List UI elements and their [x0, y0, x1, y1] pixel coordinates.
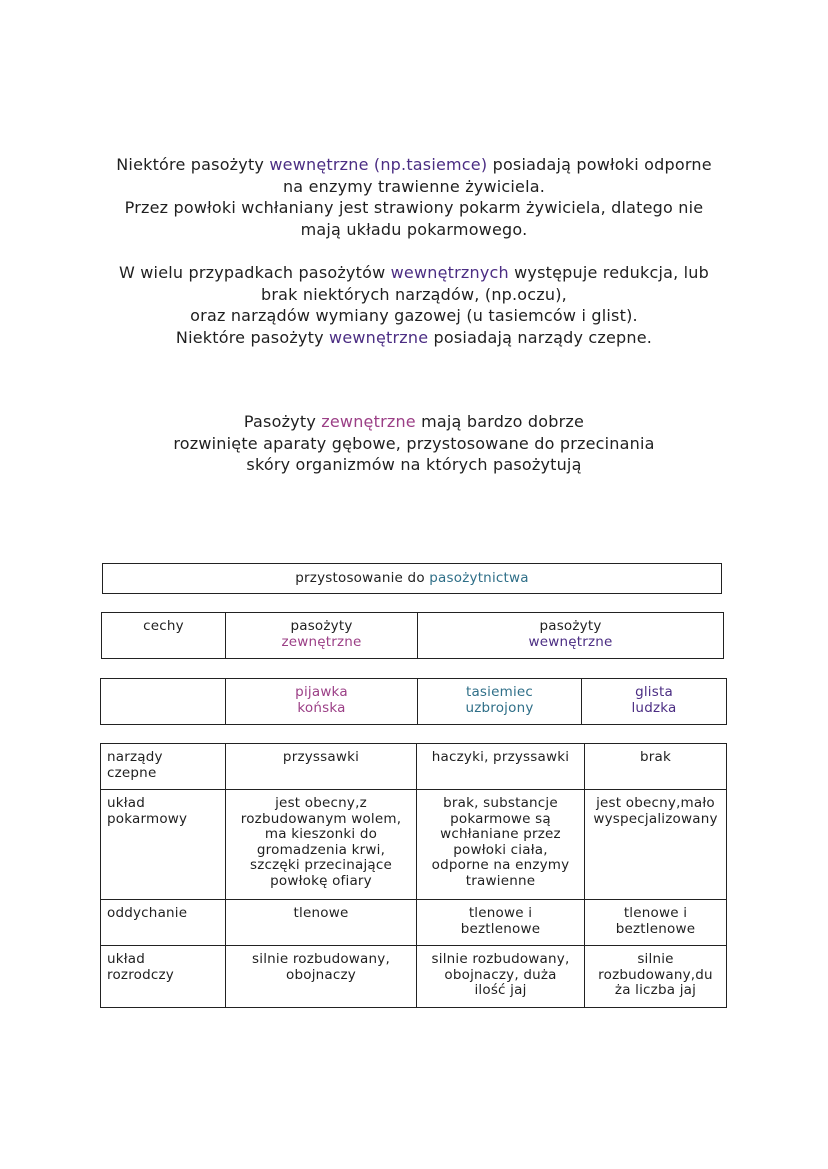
tapeworm-cell — [417, 946, 585, 1008]
paragraph-ectoparasite-mouthparts — [0, 411, 828, 476]
table-row — [101, 946, 727, 1008]
p3-line1: Pasożyty zewnętrzne mają bardzo dobrze — [243, 412, 585, 431]
cell-line: beztlenowe — [615, 920, 696, 937]
roundworm-cell — [585, 900, 727, 946]
cell-line: szczęki przecinające — [249, 857, 393, 873]
cell-line: odporne na enzymy — [431, 857, 570, 873]
cell-line: silnie rozbudowany, — [431, 951, 570, 967]
cell-line: beztlenowe — [460, 920, 541, 937]
cell-line: brak, substancje — [443, 795, 558, 811]
table-row — [101, 900, 727, 946]
cell-line: czepne — [107, 764, 157, 781]
p1-line4: mają układu pokarmowego. — [300, 219, 528, 239]
cell-line: gromadzenia krwi, — [256, 841, 386, 858]
cell-line: tlenowe — [293, 905, 349, 921]
cell-line: ilość jaj — [474, 982, 527, 998]
table-row — [101, 744, 727, 790]
p2-line2: brak niektórych narządów, (np.oczu), — [261, 284, 567, 304]
p2-line4: Niektóre pasożyty wewnętrzne posiadają narządy czepne. — [175, 327, 653, 347]
cell-line: tlenowe i — [468, 905, 533, 921]
species-cell-empty — [101, 679, 226, 725]
header-table — [101, 612, 724, 659]
cell-line: pokarmowe są — [450, 810, 551, 827]
species-table — [100, 678, 727, 725]
cell-line: rozrodczy — [107, 966, 174, 983]
cell-line: rozbudowany,du — [598, 966, 713, 983]
cell-line: obojnaczy — [286, 966, 356, 983]
p3-line2: rozwinięte aparaty gębowe, przystosowane do przecinania — [173, 433, 655, 453]
cell-line: powłokę ofiary — [270, 872, 372, 889]
cell-line: narządy — [107, 749, 163, 765]
roundworm-cell — [585, 744, 727, 790]
cell-line: haczyki, przyssawki — [431, 749, 570, 765]
p3-line3: skóry organizmów na których pasożytują — [246, 455, 582, 474]
species-cell-pork-tapeworm: tasiemiec uzbrojony — [418, 679, 582, 725]
horse-leech-cell — [226, 790, 417, 900]
cell-line: tlenowe i — [623, 905, 688, 921]
species-row — [101, 679, 727, 725]
header-cell-endoparasites: pasożyty wewnętrzne — [418, 613, 724, 659]
roundworm-cell — [585, 946, 727, 1008]
species-cell-roundworm: glista ludzka — [582, 679, 727, 725]
tapeworm-cell — [417, 900, 585, 946]
cell-line: ża liczba jaj — [614, 982, 697, 998]
tapeworm-cell — [417, 790, 585, 900]
cell-line: powłoki ciała, — [453, 841, 548, 858]
cell-line: rozbudowanym wolem, — [240, 810, 402, 827]
p1-line2: na enzymy trawienne żywiciela. — [282, 176, 546, 196]
cell-line: układ — [107, 951, 146, 967]
p2-line1: W wielu przypadkach pasożytów wewnętrznych występuje redukcja, lub — [118, 263, 710, 282]
feature-cell — [101, 790, 226, 900]
horse-leech-cell — [226, 900, 417, 946]
header-cell-features: cechy — [102, 613, 226, 659]
table-row — [101, 790, 727, 900]
p1-line3: Przez powłoki wchłaniany jest strawiony pokarm żywiciela, dlatego nie — [124, 198, 704, 217]
feature-cell — [101, 946, 226, 1008]
cell-line: przyssawki — [282, 749, 360, 765]
cell-line: brak — [639, 749, 671, 765]
p2-line3: oraz narządów wymiany gazowej (u tasiemców i glist). — [190, 306, 638, 325]
table-title-box — [102, 563, 722, 594]
cell-line: obojnaczy, duża — [444, 966, 557, 983]
horse-leech-cell — [226, 946, 417, 1008]
feature-cell — [101, 900, 226, 946]
cell-line: jest obecny,z — [275, 795, 367, 811]
cell-line: pokarmowy — [107, 810, 188, 827]
paragraph-organ-reduction — [0, 262, 828, 348]
header-row — [102, 613, 724, 659]
cell-line: oddychanie — [107, 905, 188, 921]
cell-line: jest obecny,mało — [596, 795, 715, 811]
comparison-table — [100, 743, 727, 1008]
cell-line: wchłaniane przez — [440, 826, 561, 842]
tapeworm-cell — [417, 744, 585, 790]
cell-line: ma kieszonki do — [264, 826, 378, 842]
cell-line: silnie rozbudowany, — [252, 951, 390, 967]
cell-line: układ — [107, 795, 146, 811]
table-title: przystosowanie do pasożytnictwa — [295, 570, 529, 586]
cell-line: silnie — [637, 951, 674, 967]
cell-line: wyspecjalizowany — [593, 810, 718, 827]
horse-leech-cell — [226, 744, 417, 790]
p1-line1: Niektóre pasożyty wewnętrzne (np.tasiemce) posiadają powłoki odporne — [116, 155, 712, 174]
paragraph-endoparasite-coverings — [0, 154, 828, 240]
header-cell-ectoparasites: pasożyty zewnętrzne — [226, 613, 418, 659]
species-cell-horse-leech: pijawka końska — [226, 679, 418, 725]
roundworm-cell — [585, 790, 727, 900]
cell-line: trawienne — [465, 872, 536, 889]
feature-cell — [101, 744, 226, 790]
